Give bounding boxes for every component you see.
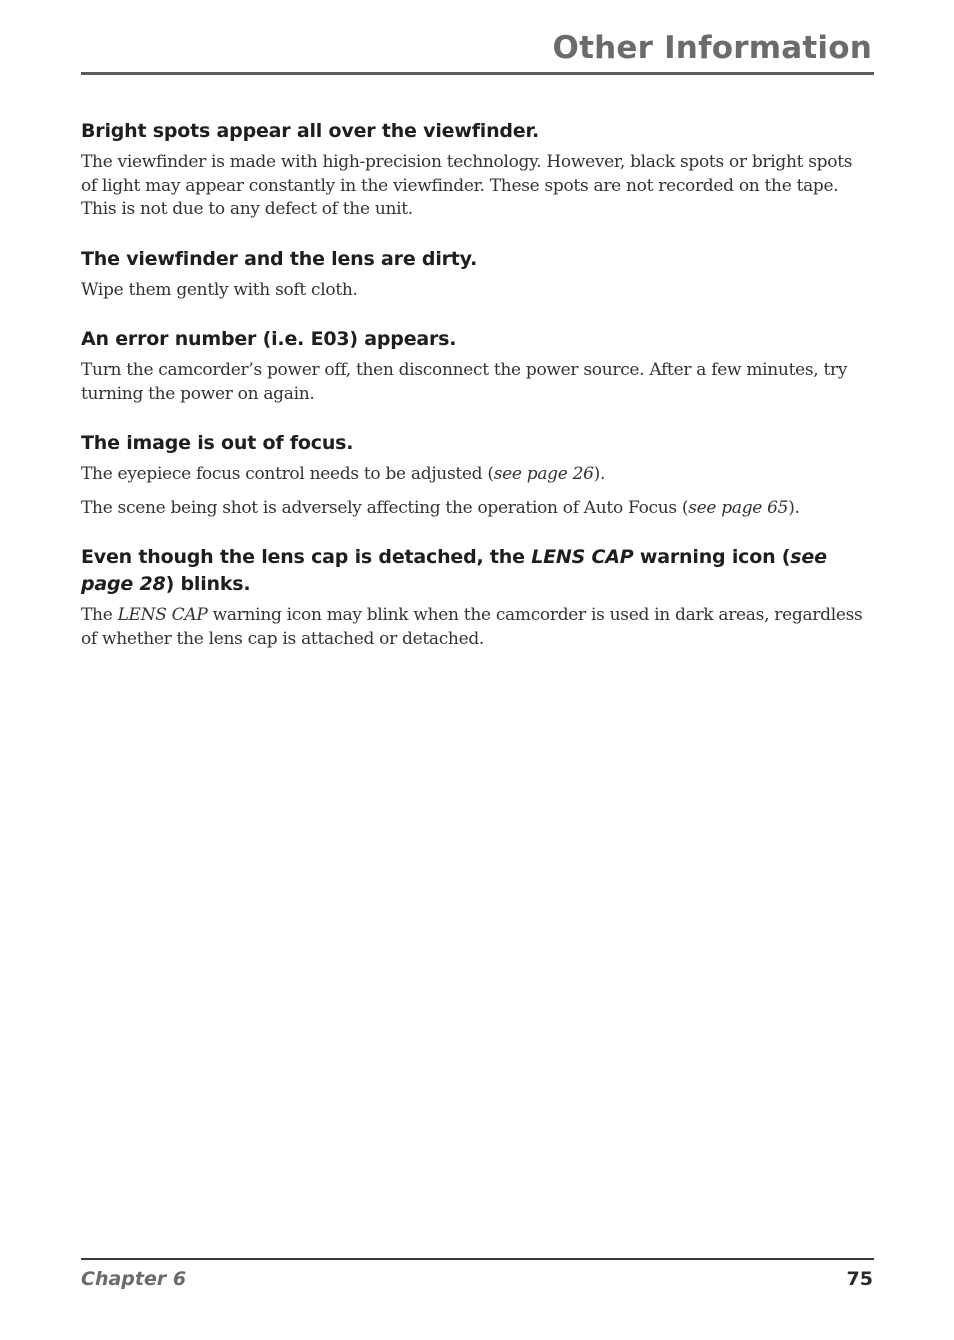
section-body: The viewfinder is made with high-precision technology. However, black spots or bright spots of light may appear constantly in the viewfinder. These spots are not recorded on the tape. This is not due to any defect of the unit. bbox=[81, 152, 853, 219]
body-text: ). bbox=[788, 497, 800, 518]
footer-divider bbox=[81, 1258, 874, 1260]
section-body bbox=[81, 604, 871, 651]
footer-page-number: 75 bbox=[846, 1268, 873, 1290]
section-heading: Bright spots appear all over the viewfinder. bbox=[81, 120, 539, 142]
section-bright-spots bbox=[81, 118, 871, 222]
heading-text: ) blinks. bbox=[165, 573, 251, 595]
body-text: warning icon may blink when the camcorder is used in dark areas, regardless of whether the lens cap is attached or detached. bbox=[81, 605, 863, 649]
page-reference-link[interactable]: see page 65 bbox=[688, 497, 789, 518]
section-heading: The image is out of focus. bbox=[81, 432, 354, 454]
page-reference-link[interactable]: see page 28 bbox=[81, 546, 827, 595]
body-text: The scene being shot is adversely affecting the operation of Auto Focus ( bbox=[81, 497, 689, 518]
section-body bbox=[81, 497, 871, 521]
section-out-of-focus bbox=[81, 430, 871, 520]
section-heading: An error number (i.e. E03) appears. bbox=[81, 328, 457, 350]
page-header-title: Other Information bbox=[552, 30, 872, 66]
header-divider bbox=[81, 72, 874, 75]
heading-text: Even though the lens cap is detached, the bbox=[81, 546, 532, 568]
body-text: The bbox=[81, 605, 118, 625]
lens-cap-term: LENS CAP bbox=[531, 546, 634, 568]
lens-cap-term: LENS CAP bbox=[117, 605, 208, 625]
footer-chapter: Chapter 6 bbox=[81, 1268, 187, 1290]
section-body: Turn the camcorder’s power off, then disconnect the power source. After a few minutes, try turning the power on again. bbox=[81, 360, 848, 404]
section-body: Wipe them gently with soft cloth. bbox=[81, 279, 358, 300]
page-reference-link[interactable]: see page 26 bbox=[493, 464, 594, 484]
body-text: The eyepiece focus control needs to be adjusted ( bbox=[81, 464, 494, 484]
section-body bbox=[81, 463, 871, 487]
section-lens-cap-warning bbox=[81, 544, 871, 651]
body-text: ). bbox=[593, 464, 606, 484]
section-heading bbox=[81, 544, 871, 598]
section-dirty-lens bbox=[81, 246, 871, 303]
heading-text: warning icon ( bbox=[633, 546, 791, 568]
troubleshooting-content bbox=[81, 118, 871, 675]
section-error-number bbox=[81, 326, 871, 406]
section-heading: The viewfinder and the lens are dirty. bbox=[81, 247, 478, 270]
